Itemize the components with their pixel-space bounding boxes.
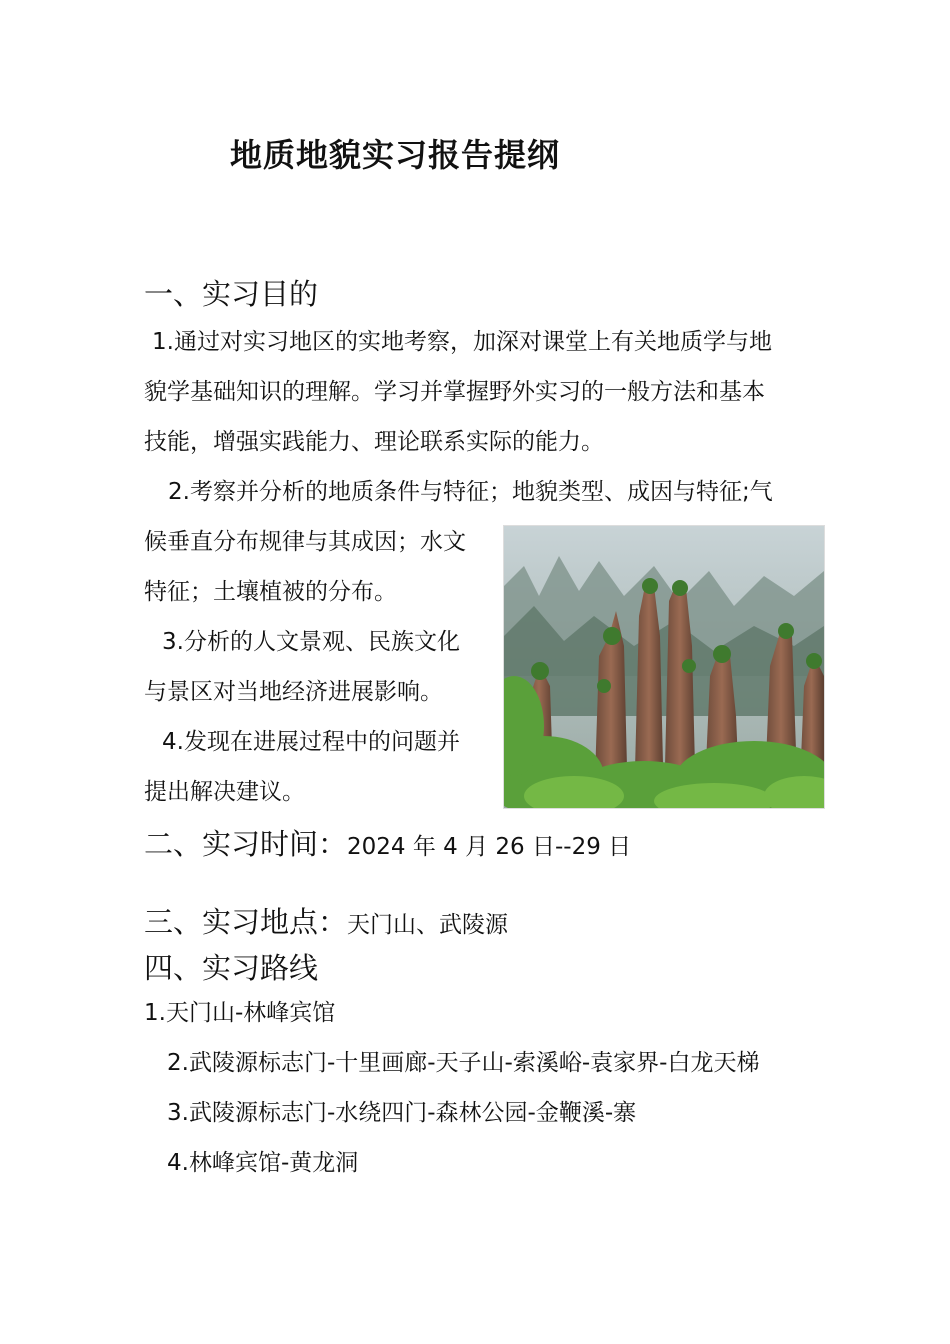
landscape-photo [503, 525, 825, 809]
purpose-p1-line2: 貌学基础知识的理解。学习并掌握野外实习的一般方法和基本 [144, 379, 765, 405]
purpose-p4-line1: 4.发现在进展过程中的问题并 [162, 729, 460, 755]
place-heading-label: 三、实习地点： [144, 905, 348, 939]
section-heading-place [144, 900, 508, 941]
time-heading-label: 二、实习时间： [144, 827, 348, 861]
time-value: 2024 年 4 月 26 日--29 日 [347, 834, 632, 860]
place-value: 天门山、武陵源 [347, 912, 509, 938]
route-item: 3.武陵源标志门-水绕四门-森林公园-金鞭溪-寨 [167, 1100, 637, 1126]
route-item: 2.武陵源标志门-十里画廊-天子山-索溪峪-袁家界-白龙天梯 [167, 1050, 760, 1076]
purpose-p4-line2: 提出解决建议。 [144, 779, 305, 805]
purpose-p1-line3: 技能，增强实践能力、理论联系实际的能力。 [144, 429, 604, 455]
purpose-p3-line2: 与景区对当地经济进展影响。 [144, 679, 443, 705]
section-heading-route: 四、实习路线 [144, 951, 319, 985]
section-heading-time [144, 822, 631, 863]
purpose-p3-line1: 3.分析的人文景观、民族文化 [162, 629, 460, 655]
route-item: 4.林峰宾馆-黄龙洞 [167, 1150, 359, 1176]
purpose-p2-line3: 特征；土壤植被的分布。 [144, 579, 397, 605]
purpose-p1-line1: 1.通过对实习地区的实地考察，加深对课堂上有关地质学与地 [152, 329, 772, 355]
document-title: 地质地貌实习报告提纲 [230, 136, 561, 174]
route-item: 1.天门山-林峰宾馆 [144, 1000, 336, 1026]
purpose-p2-line2: 候垂直分布规律与其成因；水文 [144, 529, 466, 555]
section-heading-purpose: 一、实习目的 [144, 277, 319, 311]
purpose-p2-line1: 2.考察并分析的地质条件与特征；地貌类型、成因与特征;气 [168, 479, 773, 505]
